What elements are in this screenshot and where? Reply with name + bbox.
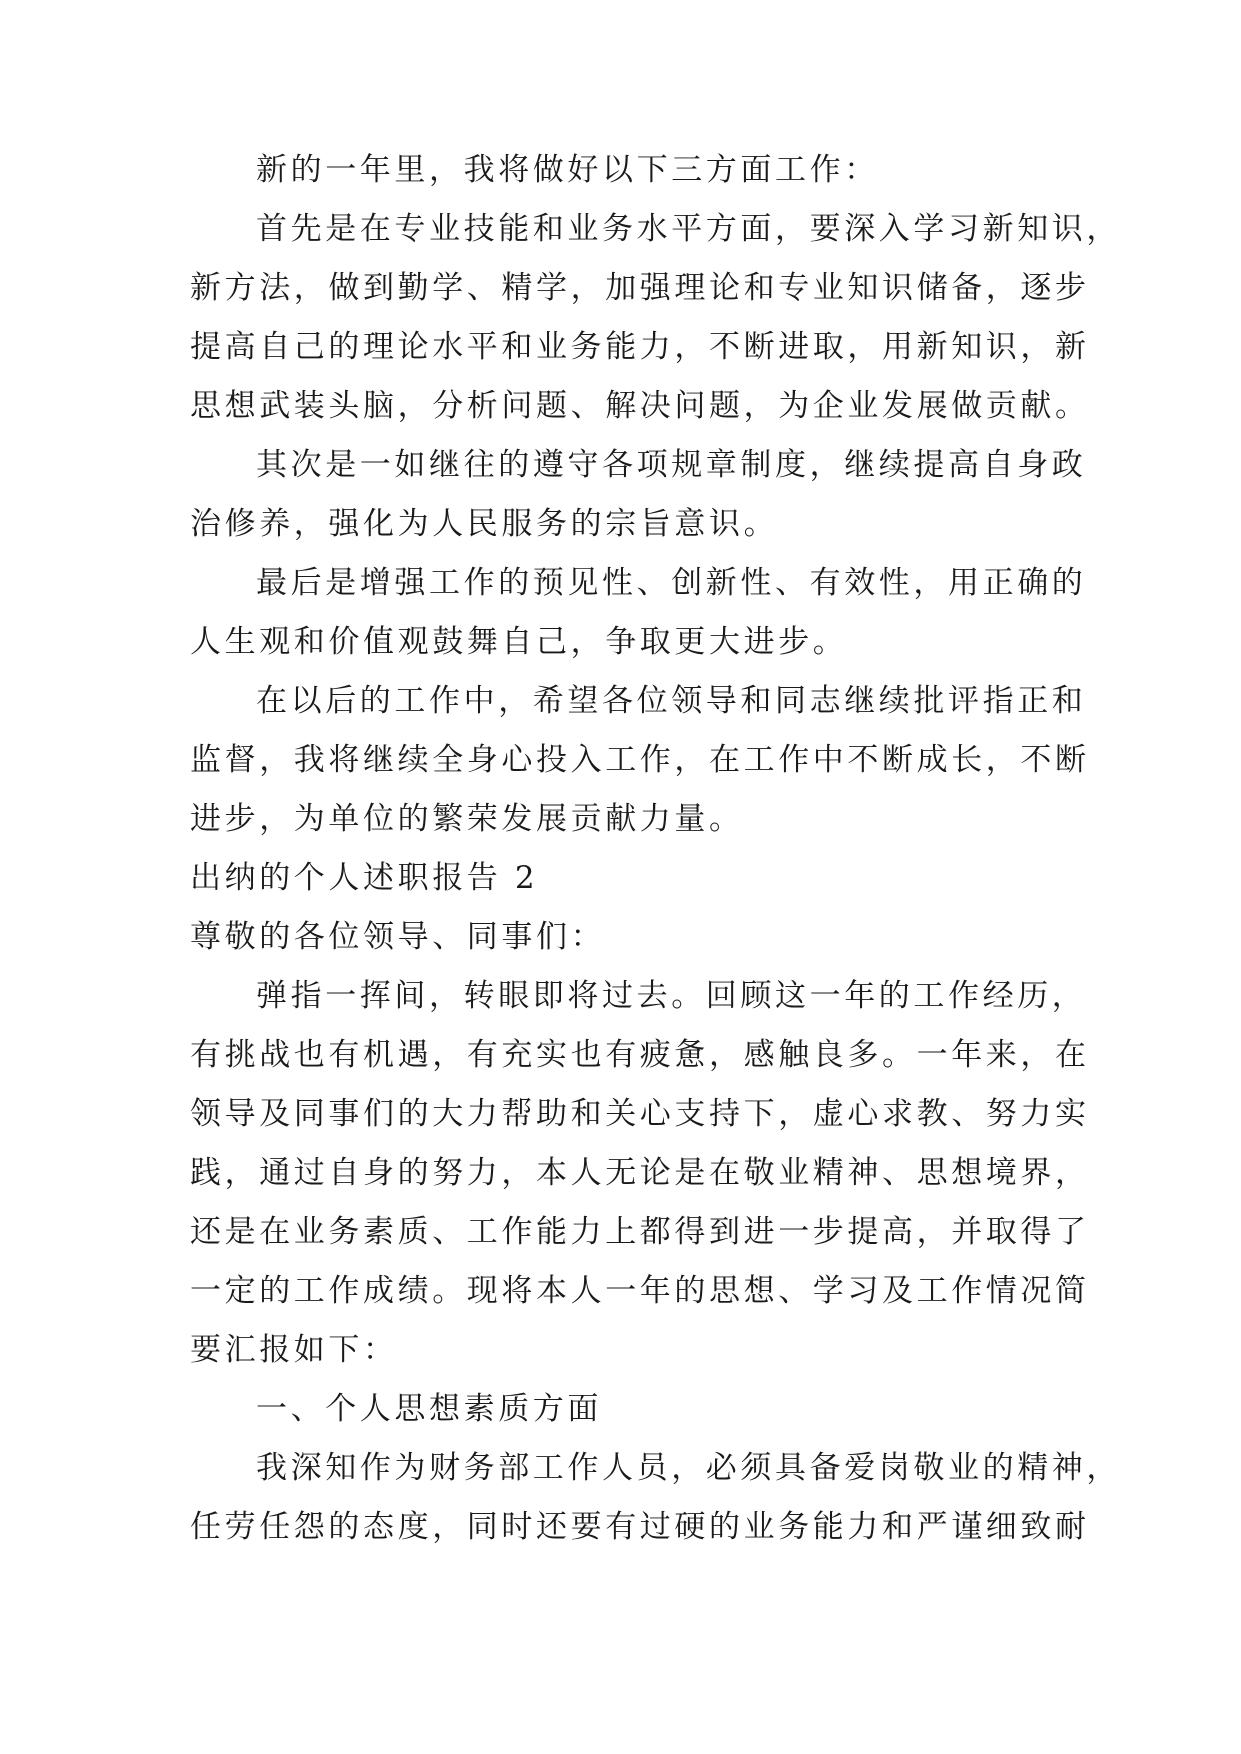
text-line: 监督，我将继续全身心投入工作，在工作中不断成长，不断	[190, 742, 1090, 778]
text-line: 提高自己的理论水平和业务能力，不断进取，用新知识，新	[190, 329, 1090, 365]
text-line: 在以后的工作中，希望各位领导和同志继续批评指正和	[256, 683, 1087, 719]
text-line: 任劳任怨的态度，同时还要有过硬的业务能力和严谨细致耐	[190, 1509, 1090, 1545]
text-line: 弹指一挥间，转眼即将过去。回顾这一年的工作经历，	[256, 978, 1087, 1014]
text-line: 思想武装头脑，分析问题、解决问题，为企业发展做贡献。	[190, 388, 1090, 424]
text-line: 我深知作为财务部工作人员，必须具备爱岗敬业的精神，	[256, 1450, 1121, 1486]
section-heading: 出纳的个人述职报告 2	[190, 860, 539, 896]
text-line: 其次是一如继往的遵守各项规章制度，继续提高自身政	[256, 447, 1087, 483]
text-line: 有挑战也有机遇，有充实也有疲惫，感触良多。一年来，在	[190, 1037, 1090, 1073]
salutation: 尊敬的各位领导、同事们：	[190, 919, 606, 955]
text-line: 新方法，做到勤学、精学，加强理论和专业知识储备，逐步	[190, 270, 1090, 306]
text-line: 还是在业务素质、工作能力上都得到进一步提高，并取得了	[190, 1214, 1090, 1250]
text-line: 最后是增强工作的预见性、创新性、有效性，用正确的	[256, 565, 1087, 601]
text-line: 治修养，强化为人民服务的宗旨意识。	[190, 506, 779, 542]
text-line: 进步，为单位的繁荣发展贡献力量。	[190, 801, 744, 837]
text-line: 领导及同事们的大力帮助和关心支持下，虚心求教、努力实	[190, 1096, 1090, 1132]
text-line: 一定的工作成绩。现将本人一年的思想、学习及工作情况简	[190, 1273, 1090, 1309]
text-line: 人生观和价值观鼓舞自己，争取更大进步。	[190, 624, 848, 660]
text-line: 首先是在专业技能和业务水平方面，要深入学习新知识，	[256, 211, 1121, 247]
text-line: 新的一年里，我将做好以下三方面工作：	[256, 152, 879, 188]
text-line: 践，通过自身的努力，本人无论是在敬业精神、思想境界，	[190, 1155, 1090, 1191]
text-line: 要汇报如下：	[190, 1332, 398, 1368]
subsection-heading: 一、个人思想素质方面	[256, 1391, 602, 1427]
